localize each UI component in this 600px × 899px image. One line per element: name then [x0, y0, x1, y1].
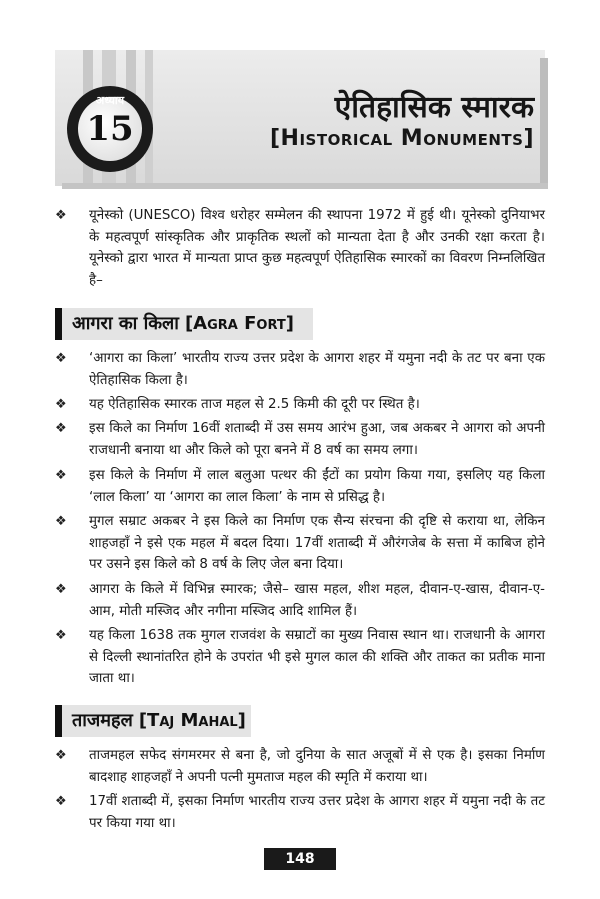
header-shadow	[540, 58, 548, 188]
chapter-title-english: [Historical Monuments]	[270, 126, 534, 151]
header-shadow	[62, 183, 548, 189]
list-item	[55, 465, 545, 508]
list-item-text: यह किला 1638 तक मुगल राजवंश के सम्राटों का मुख्य निवास स्थान था। राजधानी के आगरा से दिल्ली स्थानांतरित होने के उपरांत भी इसे मुगल काल की शक्ति और ताकत का प्रतीक माना जाता था।	[89, 628, 545, 686]
bullet-icon: ❖	[55, 468, 67, 483]
bullet-icon: ❖	[55, 351, 67, 366]
list-item-text: इस किले का निर्माण 16वीं शताब्दी में उस समय आरंभ हुआ, जब अकबर ने आगरा को अपनी राजधानी बनाया था और किले को पूरा बनने में 8 वर्ष का समय लगा।	[89, 421, 545, 458]
list-item-text: इस किले के निर्माण में लाल बलुआ पत्थर की ईंटों का प्रयोग किया गया, इसलिए यह किला ‘लाल किला’ या ‘आगरा का लाल किला’ के नाम से प्रसिद्ध है।	[89, 468, 545, 505]
bullet-icon: ❖	[55, 794, 67, 809]
section-heading-hindi: ताजमहल	[72, 710, 133, 731]
list-item-text: ताजमहल सफेद संगमरमर से बना है, जो दुनिया के सात अजूबों में से एक है। इसका निर्माण बादशाह शाहजहाँ ने अपनी पत्नी मुमताज महल की स्मृति में कराया था।	[89, 748, 545, 785]
page-number: 148	[264, 848, 336, 870]
list-item	[55, 511, 545, 576]
section-heading-english: [Agra Fort]	[184, 313, 294, 334]
section-heading-agra-fort	[55, 308, 313, 340]
section-heading-english: [Taj Mahal]	[138, 710, 246, 731]
bullet-icon: ❖	[55, 514, 67, 529]
intro-paragraph	[55, 205, 545, 291]
bullet-icon: ❖	[55, 397, 67, 412]
bullet-icon: ❖	[55, 748, 67, 763]
list-item	[55, 394, 545, 416]
list-item	[55, 745, 545, 788]
list-item-text: आगरा के किले में विभिन्न स्मारक; जैसे– खास महल, शीश महल, दीवान-ए-खास, दीवान-ए-आम, मोती मस्जिद और नगीना मस्जिद आदि शामिल हैं।	[89, 582, 545, 619]
list-item	[55, 791, 545, 834]
list-item	[55, 348, 545, 391]
list-item-text: यह ऐतिहासिक स्मारक ताज महल से 2.5 किमी की दूरी पर स्थित है।	[89, 397, 420, 412]
bullet-icon: ❖	[55, 628, 67, 643]
chapter-number: 15	[86, 109, 134, 149]
list-item-text: 17वीं शताब्दी में, इसका निर्माण भारतीय राज्य उत्तर प्रदेश के आगरा शहर में यमुना नदी के तट पर किया गया था।	[89, 794, 545, 831]
bullet-icon: ❖	[55, 582, 67, 597]
chapter-label: अध्याय	[95, 94, 125, 107]
bullet-icon: ❖	[55, 208, 67, 223]
list-item	[55, 579, 545, 622]
chapter-title-hindi: ऐतिहासिक स्मारक	[334, 90, 534, 125]
list-item	[55, 625, 545, 690]
list-item-text: ‘आगरा का किला’ भारतीय राज्य उत्तर प्रदेश के आगरा शहर में यमुना नदी के तट पर बना एक ऐतिहासिक किला है।	[89, 351, 545, 388]
bullet-icon: ❖	[55, 421, 67, 436]
list-item	[55, 418, 545, 461]
section-heading-hindi: आगरा का किला	[72, 313, 179, 334]
list-item-text: मुगल सम्राट अकबर ने इस किले का निर्माण एक सैन्य संरचना की दृष्टि से कराया था, लेकिन शाहजहाँ ने इसे एक महल में बदल दिया। 17वीं शताब्दी में औरंगजेब के सत्ता में काबिज होने पर उसने इस किले को 8 वर्ष के लिए जेल बना दिया।	[89, 514, 545, 572]
section-heading-taj-mahal	[55, 705, 251, 737]
intro-text: यूनेस्को (UNESCO) विश्व धरोहर सम्मेलन की स्थापना 1972 में हुई थी। यूनेस्को दुनियाभर के महत्वपूर्ण सांस्कृतिक और प्राकृतिक स्थलों को मान्यता देता है और उनकी रक्षा करता है। यूनेस्को द्वारा भारत में मान्यता प्राप्त कुछ महत्वपूर्ण ऐतिहासिक स्मारकों का विवरण निम्नलिखित है–	[89, 208, 545, 288]
